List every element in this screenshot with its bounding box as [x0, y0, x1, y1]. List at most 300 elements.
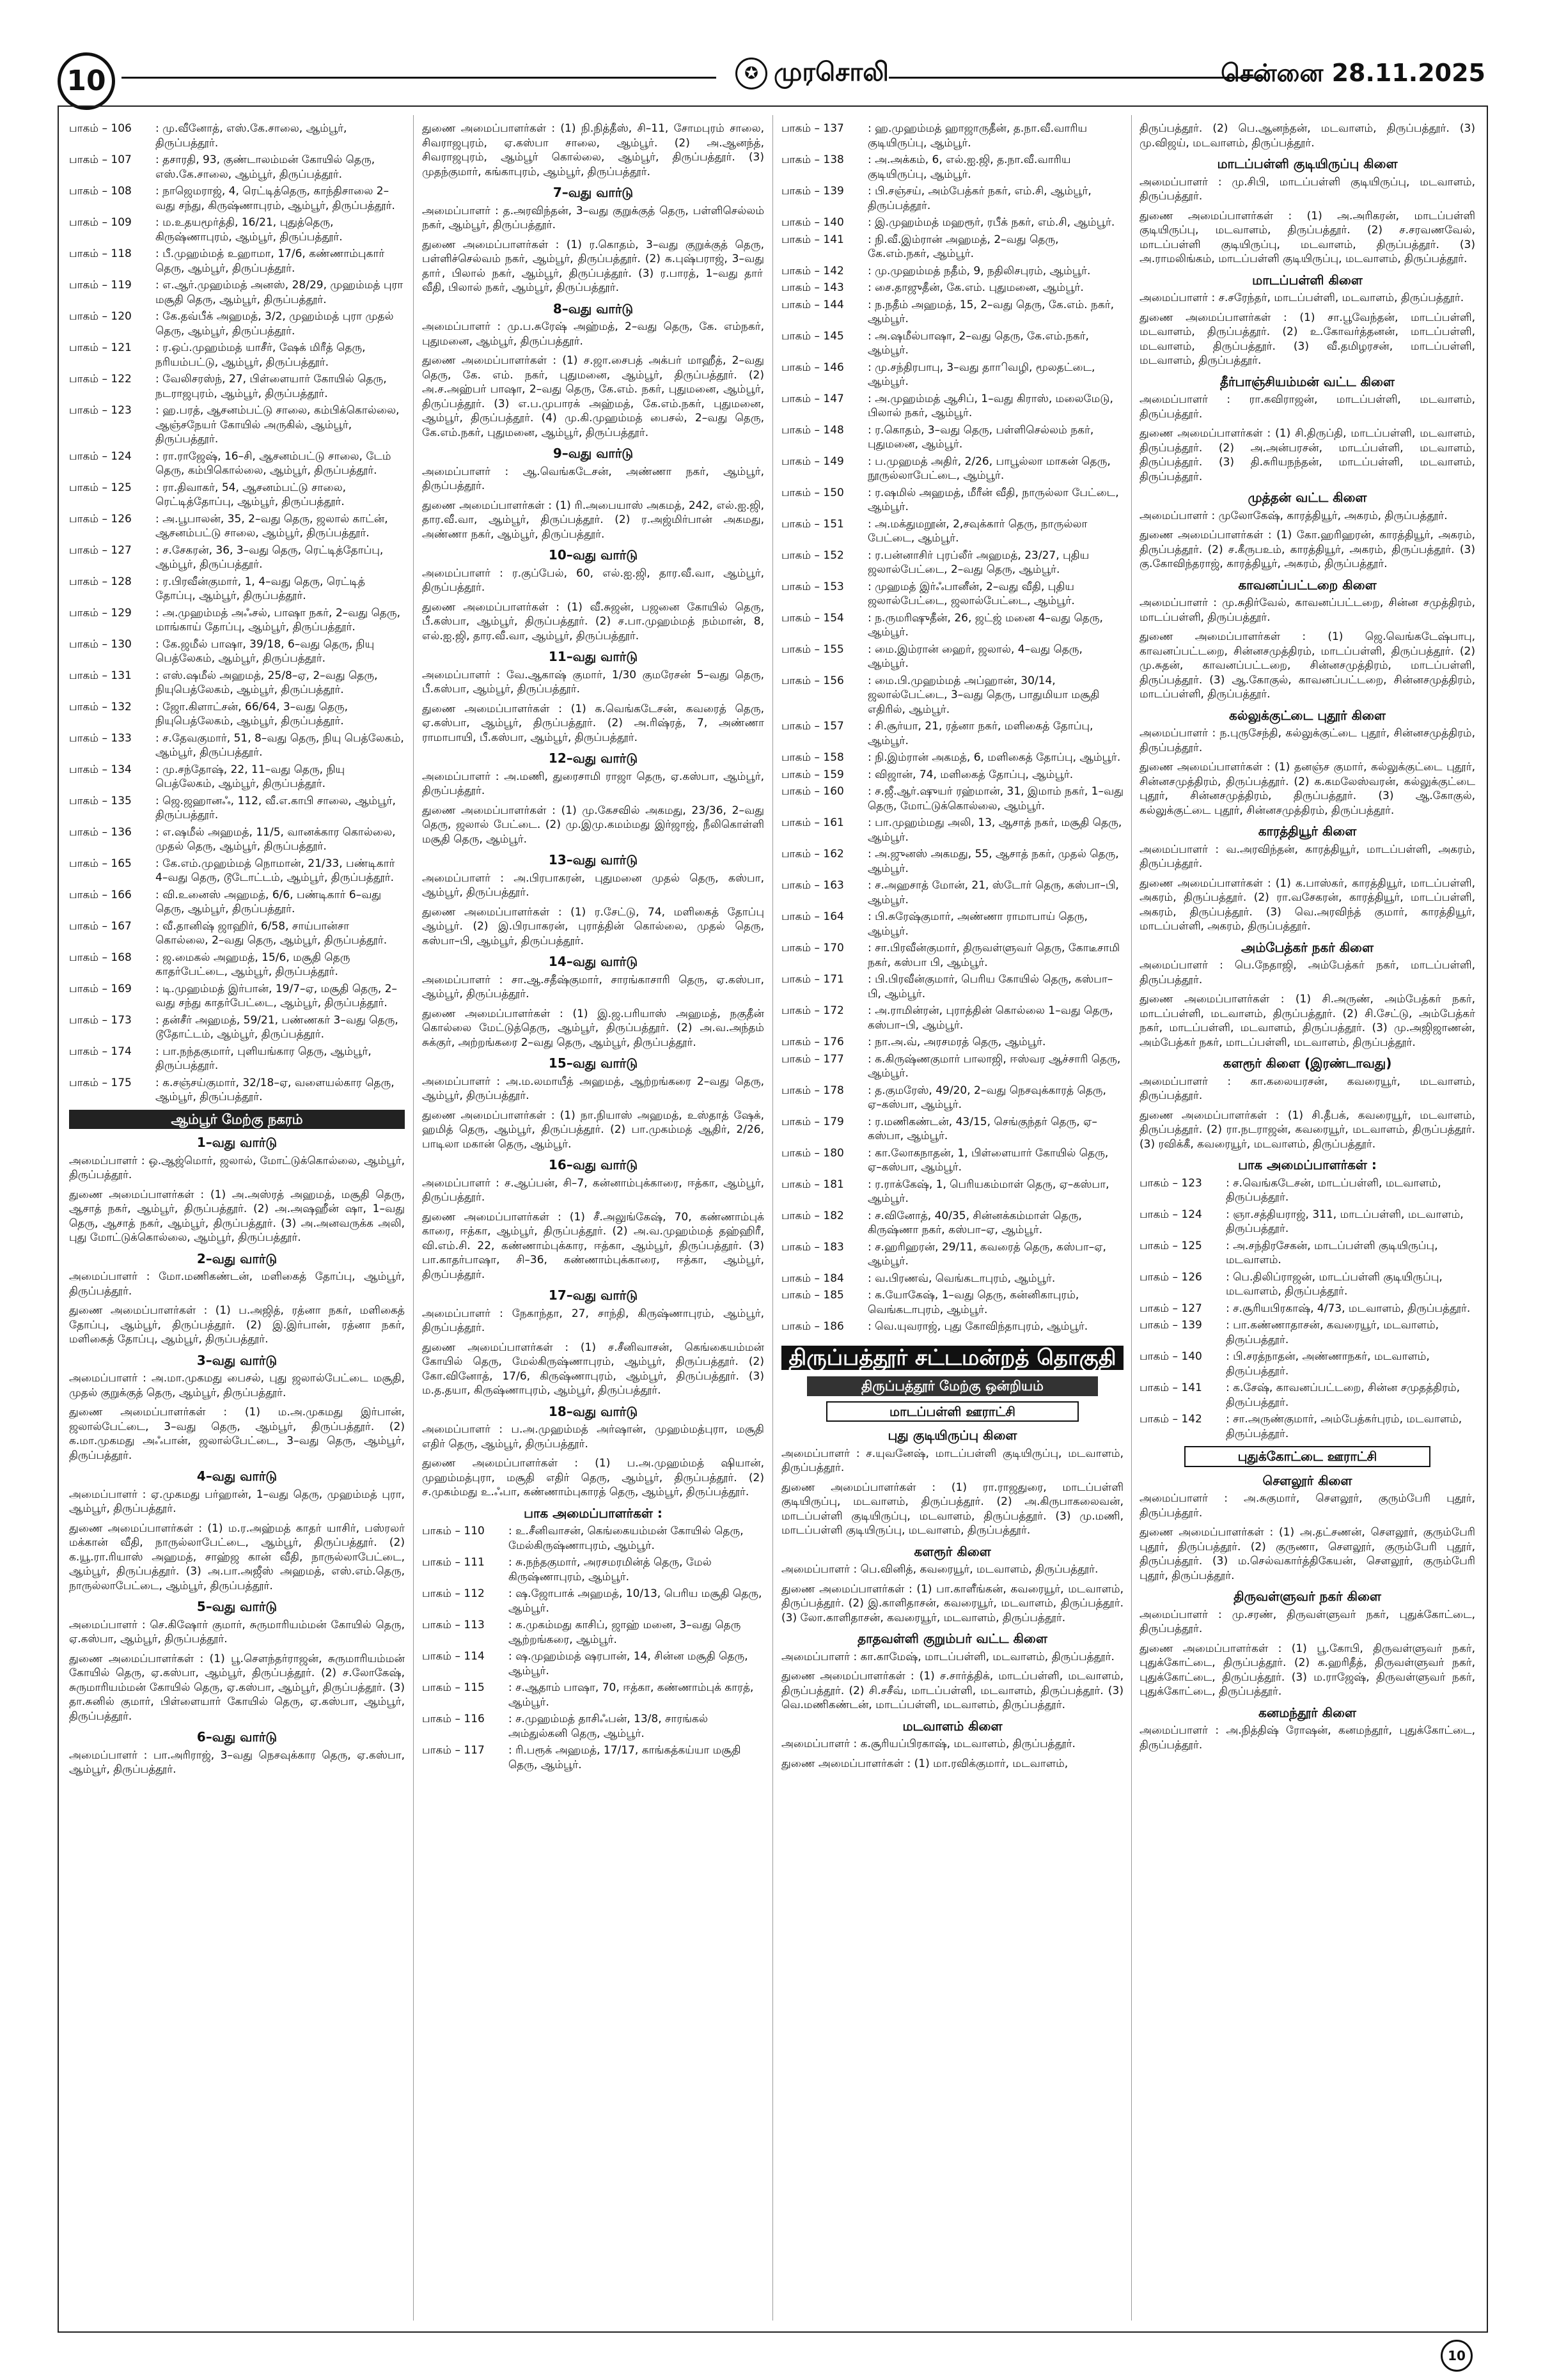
booth-person: : கா.லோகநாதன், 1, பிள்ளையார் கோயில் தெரு, ஏ–கஸ்பா, ஆம்பூர். — [868, 1146, 1109, 1174]
booth-label: பாகம் – 147 — [781, 392, 844, 405]
booth-row — [781, 816, 1124, 844]
booth-person: : நாஜெமராஜ், 4, ரெட்டித்தெரு, காந்திசாலை 2–வது சந்து, கிருஷ்ணாபுரம், ஆம்பூர், திருப்பத்தூர். — [155, 185, 395, 212]
branch-title: களரூர் கிளை — [914, 1543, 991, 1559]
booth-person: : பா.முஹம்மது அலி, 13, ஆசாத் நகர், மசூதி தெரு, ஆம்பூர். — [868, 816, 1122, 844]
booth-row — [781, 1209, 1124, 1238]
booth-label: பாகம் – 146 — [781, 361, 844, 374]
booth-label: பாகம் – 163 — [781, 879, 844, 892]
booth-person: : ஹ.பரத், ஆசனம்பட்டு சாலை, கம்பிக்கொல்லை, ஆஞ்சநேயர் கோயில் அருகில், ஆம்பூர், திருப்பத்தூர். — [155, 404, 400, 446]
booth-row — [69, 215, 405, 244]
branch-title: அம்பேத்கர் நகர் கிளை — [1241, 939, 1374, 955]
booth-label: பாகம் – 157 — [781, 720, 844, 733]
booth-row — [781, 580, 1124, 609]
branch-entry: துணை அமைப்பாளர்கள் : (1) ஜெ.வெங்கடேஷ்பாபு, காவனப்பட்டறை, சின்னசமுத்திரம், மாடப்பள்ளி, திருப்பத்தூர். (2) மு.சுதன், காவனப்பட்டறை, சின்னசமுத்திரம், மாடப்பள்ளி, திருப்பத்தூர். (3) ஆ.கோகுல், காவனப்பட்டறை, சின்னசமுத்திரம், மாடப்பள்ளி, திருப்பத்தூர். — [1140, 630, 1475, 701]
booth-person: : எ.ஆர்.முஹம்மத் அனஸ், 28/29, முஹம்மத் புரா மசூதி தெரு, ஆம்பூர், திருப்பத்தூர். — [155, 279, 403, 306]
branch-entry: அமைப்பாளர் : மு.சுதிர்வேல், காவனப்பட்டறை, சின்ன சமுத்திரம், மாடப்பள்ளி, திருப்பத்தூர். — [1140, 596, 1475, 624]
booth-label: பாகம் – 127 — [1140, 1302, 1202, 1315]
booth-label: பாகம் – 148 — [781, 423, 844, 437]
booth-person: : அ.பூபாலன், 35, 2–வது தெரு, ஜலால் காட்ன், ஆசனம்பட்டு சாலை, ஆம்பூர், திருப்பத்தூர். — [155, 512, 388, 540]
branch-entry: துணை அமைப்பாளர்கள் : (1) அ.அரிகரன், மாடப்பள்ளி குடியிருப்பு, மடவாளம், திருப்பத்தூர். (2) ச.சரவணவேல், மாடப்பள்ளி குடியிருப்பு, மடவாளம், திருப்பத்தூர். (3) அ.ராமலிங்கம், மாடப்பள்ளி குடியிருப்பு, மடவாளம், திருப்பத்தூர். — [1140, 209, 1475, 265]
booth-row — [781, 423, 1124, 452]
booth-label: பாகம் – 141 — [781, 233, 844, 246]
booth-row — [69, 1045, 405, 1073]
booth-label: பாகம் – 139 — [781, 185, 844, 198]
booth-person: : பா.கண்ணாதாசன், கவரையூர், மடவாளம், திருப்பத்தூர். — [1226, 1319, 1439, 1346]
branch-title: காரத்தியூர் கிளை — [1258, 823, 1357, 839]
booth-row — [422, 1712, 764, 1741]
ward-entry: துணை அமைப்பாளர்கள் : (1) ம.அ.முகமது இர்பான், ஜலால்பேட்டை, 3–வது தெரு, ஆம்பூர், திருப்பத்தூர். (2) க.மா.முகமது அஃபான், ஜலால்பேட்டை, 3–வது தெரு, ஆம்பூர், திருப்பத்தூர். — [69, 1406, 405, 1462]
booth-person: : க.சேஷ், காவனப்பட்டறை, சின்ன சமுதத்திரம், திருப்பத்தூர். — [1226, 1381, 1460, 1409]
booth-label: பாகம் – 123 — [1140, 1176, 1202, 1190]
booth-row — [781, 972, 1124, 1001]
booth-person: : சா.பிரவீன்குமார், திருவள்ளுவர் தெரு, கோடீசாமி நகர், கஸ்பா பி, ஆம்பூர். — [868, 942, 1120, 969]
booth-label: பாகம் – 186 — [781, 1320, 844, 1333]
booth-label: பாகம் – 175 — [69, 1076, 132, 1089]
ward-entry: அமைப்பாளர் : மோ.மணிகண்டன், மளிகைத் தோப்பு, ஆம்பூர், திருப்பத்தூர். — [69, 1270, 405, 1298]
booth-label: பாகம் – 179 — [781, 1115, 844, 1128]
branch-entry: துணை அமைப்பாளர்கள் : (1) பா.காளீங்கன், கவரையூர், மடவாளம், திருப்பத்தூர். (2) இ.காளிதாசன், கவரையூர், மடவாளம், திருப்பத்தூர். (3) லோ.காளிதாசன், கவரையூர், மடவாளம், திருப்பத்தூர். — [781, 1582, 1124, 1624]
booth-person: : ந.நதீம் அஹமத், 15, 2–வது தெரு, கே.எம். நகர், ஆம்பூர். — [868, 298, 1114, 325]
booth-label: பாகம் – 142 — [1140, 1413, 1202, 1426]
booth-person: : மு.சந்திரபாபு, 3–வது தாாிவழி, மூலதட்டை, ஆம்பூர். — [868, 361, 1095, 388]
ward-entry: அமைப்பாளர் : வே.ஆகாஷ் குமார், 1/30 குமரேசன் 5–வது தெரு, பீ.கஸ்பா, ஆம்பூர், திருப்பத்தூர். — [422, 668, 764, 696]
booth-person: : க.சஞ்சய்குமார், 32/18–ஏ, வளையல்கார தெரு, ஆம்பூர், திருப்பத்தூர். — [155, 1076, 395, 1103]
booth-label: பாகம் – 115 — [422, 1681, 485, 1694]
booth-row — [781, 847, 1124, 876]
branch-entry: அமைப்பாளர் : மு.சிபி, மாடப்பள்ளி குடியிருப்பு, மடவாளம், திருப்பத்தூர். — [1140, 175, 1475, 203]
booth-person: : கே.தவ்பீக் அஹமத், 3/2, முஹம்மத் புரா முதல் தெரு, ஆம்பூர், திருப்பத்தூர். — [155, 310, 394, 338]
booth-label: பாகம் – 169 — [69, 982, 132, 995]
booth-person: : வ.பிரணவ், வெங்கடாபுரம், ஆம்பூர். — [868, 1272, 1056, 1285]
branch-entry: துணை அமைப்பாளர்கள் : (1) க.பாஸ்கர், காரத்தியூர், மாடப்பள்ளி, அகரம், திருப்பத்தூர். (2) ரா.வசேகரன், காரத்தியூர், மாடப்பள்ளி, அகரம், திருப்பத்தூர். (3) வெ.அரவிந்த் குமார், காரத்தியூர், மாடப்பள்ளி, அகரம், திருப்பத்தூர். — [1140, 876, 1475, 933]
branch-title: மடவாளம் கிளை — [902, 1718, 1003, 1734]
booth-row — [422, 1743, 764, 1772]
ward-entry: அமைப்பாளர் : அ.பிரபாகரன், புதுமனை முதல் தெரு, கஸ்பா, ஆம்பூர், திருப்பத்தூர். — [422, 871, 764, 899]
booth-label: பாகம் – 118 — [69, 247, 132, 260]
booth-label: பாகம் – 116 — [422, 1713, 485, 1725]
booth-row — [781, 517, 1124, 546]
booth-label: பாகம் – 132 — [69, 700, 132, 713]
booth-person: : வி.உனைஸ் அஹமத், 6/6, பண்டிகார் 6–வது தெரு, ஆம்பூர், திருப்பத்தூர். — [155, 888, 382, 915]
ward-title: 14–வது வார்டு — [548, 954, 638, 969]
booth-label: பாகம் – 152 — [781, 548, 844, 562]
ward-entry: அமைப்பாளர் : சா.ஆ.சதீஷ்குமார், சாரங்காசாரி தெரு, ஏ.கஸ்பா, ஆம்பூர், திருப்பத்தூர். — [422, 973, 764, 1000]
branch-title: தீர்பாஞ்சியம்மன் வட்ட கிளை — [1220, 373, 1395, 389]
booth-person: : அ.முஹம்மத் ஆசிப், 1–வது கிராஸ், மலைமேடு, பிலால் நகர், ஆம்பூர். — [868, 392, 1113, 419]
booth-person: : ச.முஹம்மத் தாசிஃபன், 13/8, சாரங்கல் அம்துல்கனி தெரு, ஆம்பூர். — [508, 1713, 708, 1740]
ward-entry: துணை அமைப்பாளர்கள் : (1) அ.அஸ்ரத் அஹமத், மசூதி தெரு, ஆசாத் நகர், ஆம்பூர், திருப்பத்தூர். (2) அ.அஷஹீன் ஷா, 1–வது தெரு, ஆசாத் நகர், ஆம்பூர், திருப்பத்தூர். (3) அ.அனவருக்க அலி, புது மோட்டுக்கொல்லை, ஆம்பூர், திருப்பத்தூர். — [69, 1188, 405, 1244]
branch-entry: துணை அமைப்பாளர்கள் : (1) ரா.ராஜதுரை, மாடப்பள்ளி குடியிருப்பு, மடவாளம், திருப்பத்தூர். (2) அ.கிருபாகலைவன், மாடப்பள்ளி குடியிருப்பு, மடவாளம், திருப்பத்தூர். (3) மு.மணி, மாடப்பள்ளி குடியிருப்பு, மடவாளம், திருப்பத்தூர். — [781, 1481, 1124, 1537]
booth-row — [422, 1524, 764, 1553]
booth-label: பாகம் – 155 — [781, 642, 844, 656]
booth-row — [69, 153, 405, 182]
booth-label: பாகம் – 125 — [69, 481, 132, 494]
booth-row — [781, 548, 1124, 577]
booth-person: : ச.ஆதாம் பாஷா, 70, ஈத்கா, கண்ணாம்புக் காரத், ஆம்பூர். — [508, 1681, 754, 1709]
booth-label: பாகம் – 153 — [781, 580, 844, 593]
panchayat-header: புதுக்கோட்டை ஊராட்சி — [1184, 1446, 1430, 1467]
ward-entry: துணை அமைப்பாளர்கள் : (1) ர.சேட்டு, 74, மளிகைத் தோப்பு ஆம்பூர். (2) இ.பிரபாகரன், புராத்தின் கொல்லை, முதல் தெரு, கஸ்பா–பி, ஆம்பூர், திருப்பத்தூர். — [422, 905, 764, 947]
booth-person: : எஸ்.ஷமீல் அஹமத், 25/8–ஏ, 2–வது தெரு, நியுபெத்லேகம், ஆம்பூர், திருப்பத்தூர். — [155, 669, 378, 696]
booth-person: : மு.வீனோத், எஸ்.கே.சாலை, ஆம்பூர், திருப்பத்தூர். — [155, 122, 347, 150]
booth-person: : நி.வீ.இம்ரான் அஹமத், 2–வது தெரு, கே.எம்.நகர், ஆம்பூர். — [868, 233, 1059, 260]
booth-row — [1140, 1208, 1475, 1236]
booth-label: பாகம் – 139 — [1140, 1319, 1202, 1332]
ward-entry: துணை அமைப்பாளர்கள் : (1) நா.நியாஸ் அஹமத், உஸ்தாத் ஷேக், ஹமித் தெரு, ஆம்பூர், திருப்பத்தூர். (2) பா.முகம்மத் ஆதிர், 2/26, பாடிலா மகான் தெரு, ஆம்பூர். — [422, 1108, 764, 1151]
ward-title: 8–வது வார்டு — [552, 300, 634, 316]
city-date: சென்னை 28.11.2025 — [1221, 59, 1485, 87]
booth-row — [69, 278, 405, 307]
column-divider — [413, 115, 414, 2321]
booth-row — [69, 372, 405, 401]
booth-row — [781, 392, 1124, 421]
booth-row — [781, 233, 1124, 261]
ward-title: 16–வது வார்டு — [548, 1157, 638, 1172]
booth-row — [781, 121, 1124, 150]
booth-label: பாகம் – 119 — [69, 279, 132, 292]
booth-label: பாகம் – 136 — [69, 825, 132, 839]
booth-label: பாகம் – 166 — [69, 888, 132, 901]
column-4 — [1140, 121, 1475, 2321]
continued-text: திருப்பத்தூர். (2) பெ.ஆனந்தன், மடவாளம், திருப்பத்தூர். (3) மு.விஜய், மடவாளம், திருப்பத்தூர். — [1140, 122, 1475, 150]
ward-title: 5–வது வார்டு — [196, 1599, 278, 1614]
booth-label: பாகம் – 164 — [781, 910, 844, 923]
booth-label: பாகம் – 180 — [781, 1146, 844, 1160]
booth-label: பாகம் – 137 — [781, 122, 844, 135]
branch-entry: அமைப்பாளர் : மு.சரண், திருவள்ளுவர் நகர், புதுக்கோட்டை, திருப்பத்தூர். — [1140, 1608, 1475, 1635]
booth-label: பாகம் – 156 — [781, 674, 844, 687]
booth-person: : மை.இம்ரான் ஹைர், ஜலால், 4–வது தெரு, ஆம்பூர். — [868, 642, 1083, 670]
ward-entry: துணை அமைப்பாளர்கள் : (1) ம.ர.அஹ்மத் காதர் யாசிர், பஸ்ரலர் மக்கான் வீதி, நாருல்லாபேட்டை, ஆம்பூர், திருப்பத்தூர். (2) க.யூ.ரா.ரியாஸ் அஹமத், சாஹ்ஜ கான் வீதி, நாருல்லாபேட்டை, ஆம்பூர், திருப்பத்தூர். (3) அ.பா.அஜீஸ் அஹமத், எஸ்.எம்.தெரு, நாருல்லாபேட்டை, ஆம்பூர், திருப்பத்தூர். — [69, 1521, 405, 1592]
booth-label: பாகம் – 125 — [1140, 1239, 1202, 1252]
branch-entry: துணை அமைப்பாளர்கள் : (1) அ.தட்சணன், சௌலூர், குரும்பேரி புதூர், திருப்பத்தூர். (2) குருணா, சௌலூர், குரும்பேரி புதூர், திருப்பத்தூர். (3) ம.செல்வகார்த்திகேயன், சௌலூர், குரும்பேரி புதூர், திருப்பத்தூர். — [1140, 1526, 1475, 1582]
ward-entry: துணை அமைப்பாளர்கள் : (1) ப.அஜித், ரத்னா நகர், மளிகைத் தோப்பு, ஆம்பூர், திருப்பத்தூர். (2) இ.இர்பான், ரத்னா நகர், மளிகைத் தோப்பு, ஆம்பூர், திருப்பத்தூர். — [69, 1304, 405, 1346]
booth-person: : வெ.யுவராஜ், புது கோவிந்தாபுரம், ஆம்பூர். — [868, 1320, 1088, 1333]
booth-row — [69, 543, 405, 572]
booth-label: பாகம் – 123 — [69, 404, 132, 417]
booth-label: பாகம் – 122 — [69, 373, 132, 385]
ward-entry: துணை அமைப்பாளர்கள் : (1) ச.சீனிவாசன், கெங்கையம்மன் கோயில் தெரு, மேல்கிருஷ்ணாபுரம், ஆம்பூர், திருப்பத்தூர். (2) கோ.வினோத், 17/6, கிருஷ்ணாபுரம், ஆம்பூர், திருப்பத்தூர். (3) ம.த.தயா, கிருஷ்ணாபுரம், ஆம்பூர், திருப்பத்தூர். — [422, 1341, 764, 1397]
booth-person: : வேலிசரஸ்ந், 27, பிள்ளையார் கோயில் தெரு, நடராஜபுரம், ஆம்பூர், திருப்பத்தூர். — [155, 373, 387, 400]
booth-row — [69, 606, 405, 635]
footer-page-number: 10 — [1441, 2340, 1473, 2372]
masthead-title: முரசொலி — [774, 58, 889, 87]
booth-row — [781, 878, 1124, 907]
branch-entry: துணை அமைப்பாளர்கள் : (1) சி.அருண், அம்பேத்கர் நகர், மாடப்பள்ளி, மடவாளம், திருப்பத்தூர். (2) சி.சேட்டு, அம்பேத்கர் நகர், மாடப்பள்ளி, மடவாளம், திருப்பத்தூர். (3) மு.அஜிஜாணன், அம்பேத்கர் நகர், மாடப்பள்ளி, மடவாளம், திருப்பத்தூர். — [1140, 993, 1475, 1049]
booth-person: : அ.மக்துமறூன், 2,சவுக்கார் தெரு, நாருல்லா பேட்டை, ஆம்பூர். — [868, 517, 1088, 545]
booth-row — [69, 449, 405, 478]
booth-row — [781, 910, 1124, 938]
booth-person: : பெ.திலிப்ராஜன், மாடப்பள்ளி குடியிருப்பு, மடவாளம், திருப்பத்தூர். — [1226, 1270, 1443, 1298]
booth-label: பாகம் – 185 — [781, 1289, 844, 1302]
ward-entry: துணை அமைப்பாளர்கள் : (1) மு.கேசவில் அகமது, 23/36, 2–வது தெரு, ஜலால் பேட்டை. (2) மு.இமு.கமம்மது இர்ஜாஜ், நீலிகொள்ளி மசூதி தெரு, ஆம்பூர். — [422, 804, 764, 846]
booth-person: : ச.ஹரிஹரன், 29/11, கவரைத் தெரு, கஸ்பா–ஏ, ஆம்பூர். — [868, 1240, 1106, 1268]
booth-person: : சு.நந்தகுமார், அரசமரமின்த் தெரு, மேல் கிருஷ்ணாபுரம், ஆம்பூர். — [508, 1556, 712, 1583]
booth-label: பாகம் – 124 — [1140, 1208, 1202, 1221]
booth-person: : ம.உதயமூர்த்தி, 16/21, புதுத்தெரு, கிருஷ்ணாபுரம், ஆம்பூர், திருப்பத்தூர். — [155, 216, 343, 244]
booth-label: பாகம் – 128 — [69, 575, 132, 588]
booth-person: : ஜ.மைகல் அஹமத், 15/6, மசூதி தெரு காதர்பேட்டை, ஆம்பூர், திருப்பத்தூர். — [155, 951, 350, 978]
booth-person: : ர.மணிகண்டன், 43/15, செங்குந்தர் தெரு, ஏ–கஸ்பா, ஆம்பூர். — [868, 1115, 1097, 1142]
booth-label: பாகம் – 174 — [69, 1045, 132, 1058]
ward-entry: அமைப்பாளர் : மு.ப.சுரேஷ் அஹ்மத், 2–வது தெரு, கே. எம்நகர், புதுமனை, ஆம்பூர், திருப்பத்தூர். — [422, 320, 764, 348]
booth-person: : சா.அருண்குமார், அம்பேத்கர்புரம், மடவாளம், திருப்பத்தூர். — [1226, 1413, 1462, 1440]
branch-entry: துணை அமைப்பாளர்கள் : (1) ச.சார்த்திக், மாடப்பள்ளி, மடவாளம், திருப்பத்தூர். (2) சி.சசீவ், மாடப்பள்ளி, மடவாளம், திருப்பத்தூர். (3) வெ.மணிகண்டன், மாடப்பள்ளி, மடவாளம், திருப்பத்தூர். — [781, 1670, 1124, 1711]
branch-title: புது குடியிருப்பு கிளை — [888, 1427, 1017, 1443]
booth-label: பாகம் – 160 — [781, 785, 844, 798]
booth-row — [69, 888, 405, 917]
ward-title: 3–வது வார்டு — [196, 1352, 278, 1368]
booth-label: பாகம் – 178 — [781, 1084, 844, 1097]
branch-entry: துணை அமைப்பாளர்கள் : (1) மா.ரவிக்குமார், மடவாளம், — [781, 1757, 1069, 1770]
masthead-logo-icon: ✪ — [735, 58, 767, 89]
booth-row — [69, 481, 405, 509]
ward-title: 18–வது வார்டு — [548, 1403, 638, 1419]
booth-person: : பா.நந்தகுமார், புளியங்கார தெரு, ஆம்பூர், திருப்பத்தூர். — [155, 1045, 372, 1072]
booth-label: பாகம் – 113 — [422, 1619, 485, 1631]
column-3 — [781, 121, 1124, 2321]
ward-entry: துணை அமைப்பாளர்கள் : (1) நி.நித்தீஸ், சி–11, சோமபுரம் சாலை, சிவராஜபுரம், ஏ.கஸ்பா சாலை, ஆம்பூர். (2) அ.ஆனந்த், சிவராஜபுரம், ஆம்பூர் கொல்லை, ஆம்பூர், திருப்பத்தூர். (3) முதந்குமார், கங்காபுரம், ஆம்பூர், திருப்பத்தூர். — [422, 122, 764, 178]
booth-row — [69, 309, 405, 338]
booth-person: : ஞா.சத்தியராஜ், 311, மாடப்பள்ளி, மடவாளம், திருப்பத்தூர். — [1226, 1208, 1464, 1235]
booth-row — [781, 361, 1124, 389]
booth-label: பாகம் – 138 — [781, 153, 844, 166]
booth-row — [69, 669, 405, 697]
ward-entry: அமைப்பாளர் : பா.அரிராஜ், 3–வது நெசவுக்கார தெரு, ஏ.கஸ்பா, ஆம்பூர், திருப்பத்தூர். — [69, 1748, 405, 1776]
booth-row — [1140, 1239, 1475, 1268]
booth-label: பாகம் – 135 — [69, 794, 132, 807]
booth-person: : ஜோ.கிளாட்சன், 66/64, 3–வது தெரு, நியுபெத்லேகம், ஆம்பூர், திருப்பத்தூர். — [155, 700, 349, 727]
booth-row — [781, 455, 1124, 483]
booth-person: : அ.அக்கம், 6, எல்.ஐ.ஜி, த.நா.வீ.வாரிய குடியிருப்பு, ஆம்பூர். — [868, 153, 1071, 181]
ward-entry: அமைப்பாளர் : ப.அ.முஹம்மத் அர்ஷான், முஹம்மத்புரா, மசூதி எதிர் தெரு, ஆம்பூர், திருப்பத்தூர். — [422, 1423, 764, 1451]
booth-row — [69, 637, 405, 666]
booth-row — [1140, 1412, 1475, 1441]
booth-row — [1140, 1349, 1475, 1378]
branch-entry: அமைப்பாளர் : கா.கலையரசன், கவரையூர், மடவாளம், திருப்பத்தூர். — [1140, 1075, 1475, 1102]
booth-person: : ச.தேவகுமார், 51, 8–வது தெரு, நியு பெத்லேகம், ஆம்பூர், திருப்பத்தூர். — [155, 731, 404, 759]
booth-person: : சை.தாஜுதீன், கே.எம். புதுமனை, ஆம்பூர். — [868, 281, 1084, 294]
booth-row — [781, 1052, 1124, 1081]
booth-person: : க.முகம்மது காசிப், ஜாஹ் மனை, 3–வது தெரு ஆற்றங்கரை, ஆம்பூர். — [508, 1619, 741, 1646]
booth-label: பாகம் – 121 — [69, 341, 132, 354]
booth-row — [781, 1319, 1124, 1334]
booth-person: : ர.ஷமில் அஹமத், மீரீன் வீதி, நாருல்லா பேட்டை, ஆம்பூர். — [868, 486, 1119, 513]
booth-label: பாகம் – 162 — [781, 848, 844, 860]
branch-entry: துணை அமைப்பாளர்கள் : (1) சி.தீபக், கவரையூர், மடவாளம், திருப்பத்தூர். (2) ரா.நடராஜன், கவரையூர், மடவாளம், திருப்பத்தூர். (3) ரவிக்கீ, கவரையூர், மடவாளம், திருப்பத்தூர். — [1140, 1108, 1475, 1151]
booth-label: பாகம் – 124 — [69, 449, 132, 463]
booth-person: : அ.ராமின்ரன், புராத்தின் கொல்லை 1–வது தெரு, கஸ்பா–பி, ஆம்பூர். — [868, 1004, 1113, 1032]
booth-row — [69, 121, 405, 150]
booth-row — [781, 1115, 1124, 1144]
ward-entry: அமைப்பாளர் : நேகாந்தா, 27, சாந்தி, கிருஷ்ணாபுரம், ஆம்பூர், திருப்பத்தூர். — [422, 1307, 764, 1334]
ward-title: 6–வது வார்டு — [196, 1729, 278, 1745]
ward-title: 9–வது வார்டு — [552, 446, 634, 461]
booth-row — [422, 1649, 764, 1678]
booth-row — [1140, 1381, 1475, 1410]
booth-label: பாகம் – 120 — [69, 310, 132, 323]
booth-person: : அ.ஷமீல்பாஷா, 2–வது தெரு, கே.எம்.நகர், ஆம்பூர். — [868, 329, 1089, 357]
ward-entry: அமைப்பாளர் : த.அரவிந்தன், 3–வது குறுக்குத் தெரு, பள்ளிசெல்லம் நகர், ஆம்பூர், திருப்பத்தூர். — [422, 204, 764, 231]
ward-entry: அமைப்பாளர் : அ.ம.லமாயீத் அஹமத், ஆற்றங்கரை 2–வது தெரு, ஆம்பூர், திருப்பத்தூர். — [422, 1075, 764, 1102]
column-divider — [772, 115, 773, 2321]
booth-label: பாகம் – 129 — [69, 606, 132, 619]
booth-person: : ச.ஜீ.ஆர்.ஷுயர் ரஹ்மான், 31, இமாம் நகர், 1–வது தெரு, மோட்டுக்கொல்லை, ஆம்பூர். — [868, 785, 1124, 813]
branch-title: கனமந்தூர் கிளை — [1258, 1704, 1356, 1720]
booth-person: : க.யோகேஷ், 1–வது தெரு, கன்னிகாபுரம், வெங்கடாபுரம், ஆம்பூர். — [868, 1289, 1079, 1316]
ward-entry: துணை அமைப்பாளர்கள் : (1) ப.அ.முஹம்மத் ஷியான், முஹம்மத்புரா, மசூதி எதிர் தெரு, ஆம்பூர், திருப்பத்தூர். (2) ச.முகம்மது உ.ஃபா, கண்ணாம்புகாரத் தெரு, ஆம்பூர், திருப்பத்தூர். — [422, 1457, 764, 1498]
ward-title: 10–வது வார்டு — [548, 547, 638, 563]
branch-entry: அமைப்பாளர் : முலோகேஷ், காரத்தியூர், அகரம், திருப்பத்தூர். — [1140, 509, 1448, 522]
booth-label: பாகம் – 154 — [781, 611, 844, 625]
booth-person: : அ.சந்திரசேகன், மாடப்பள்ளி குடியிருப்பு, மடவாளம். — [1226, 1239, 1438, 1266]
ward-entry: அமைப்பாளர் : செ.கிஷோர் குமார், சுருமாரியம்மன் கோயில் தெரு, ஏ.கஸ்பா, ஆம்பூர், திருப்பத்தூர். — [69, 1618, 405, 1645]
booth-row — [781, 298, 1124, 327]
booth-label: பாகம் – 140 — [1140, 1350, 1202, 1363]
branch-title: திருவள்ளுவர் நகர் கிளை — [1234, 1589, 1381, 1604]
booth-person: : மு.முஹம்மத் நதீம், 9, நதிலிசபுரம், ஆம்பூர். — [868, 264, 1091, 277]
branch-entry: துணை அமைப்பாளர்கள் : (1) கோ.ஹரிஹரன், காரத்தியூர், அகரம், திருப்பத்தூர். (2) ச.கீருபஉம், காரத்தியூர், அகரம், திருப்பத்தூர். (3) கு.கோவிந்தராஜ், காரத்தியூர், அகரம், திருப்பத்தூர். — [1140, 529, 1475, 570]
ward-title: 7–வது வார்டு — [552, 185, 634, 200]
booth-row — [69, 247, 405, 276]
booth-row — [422, 1681, 764, 1709]
section-header: ஆம்பூர் மேற்கு நகரம் — [69, 1110, 405, 1130]
booth-row — [781, 329, 1124, 358]
ward-entry: அமைப்பாளர் : ர.குப்பேல், 60, எல்.ஐ.ஜி, தார.வீ.வா, ஆம்பூர், திருப்பத்தூர். — [422, 566, 764, 594]
booth-label: பாகம் – 184 — [781, 1272, 844, 1285]
ward-title: 2–வது வார்டு — [196, 1250, 278, 1266]
branch-entry: துணை அமைப்பாளர்கள் : (1) சி.திருப்தி, மாடப்பள்ளி, மடவாளம், திருப்பத்தூர். (2) அ.அன்பரசன், மாடப்பள்ளி, மடவாளம், திருப்பத்தூர். (3) தி.சுரியநந்தன், மாடப்பள்ளி, மடவாளம், திருப்பத்தூர். — [1140, 427, 1475, 483]
booth-person: : கே.எம்.முஹம்மத் நொமான், 21/33, பண்டிகார் 4–வது தெரு, டூடோட்டம், ஆம்பூர், திருப்பத்தூர். — [155, 857, 395, 884]
booth-person: : மை.பி.முஹம்மத் அப்ஹான், 30/14, ஜலால்பேட்டை, 3–வது தெரு, பாதுமியா மசூதி எதிரில், ஆம்பூர். — [868, 674, 1100, 716]
header-rule-left — [121, 77, 716, 79]
branch-title: கல்லுக்குட்டை புதூர் கிளை — [1229, 707, 1386, 723]
ward-entry: அமைப்பாளர் : ஏ.முகமது பர்ஹான், 1–வது தெரு, முஹம்மத் புரா, ஆம்பூர், திருப்பத்தூர். — [69, 1488, 405, 1515]
booth-row — [69, 982, 405, 1011]
booth-person: : ச.சேகரன், 36, 3–வது தெரு, ரெட்டித்தோப்பு, ஆம்பூர், திருப்பத்தூர். — [155, 543, 384, 571]
booth-person: : சி.சூர்யா, 21, ரத்னா நகர், மளிகைத் தோப்பு, ஆம்பூர். — [868, 720, 1093, 747]
booth-label: பாகம் – 134 — [69, 763, 132, 776]
ward-entry: துணை அமைப்பாளர்கள் : (1) பூ.சௌந்தர்ராஜன், சுருமாரியம்மன் கோயில் தெரு, ஏ.கஸ்பா, ஆம்பூர், திருப்பத்தூர். (2) ச.லோகேஷ், சுருமாரியம்மன் கோயில் தெரு, ஏ.கஸ்பா, ஆம்பூர், திருப்பத்தூர். (3) தா.சுனில் குமார், பிள்ளையார் கோயில் தெரு, ஏ.கஸ்பா, ஆம்பூர், திருப்பத்தூர். — [69, 1652, 405, 1723]
ward-entry: அமைப்பாளர் : ச.ஆப்பன், சி–7, கன்னாம்புக்காரை, ஈத்கா, ஆம்பூர், திருப்பத்தூர். — [422, 1176, 764, 1204]
booth-person: : ர.கொதம், 3–வது தெரு, பள்ளிசெல்லம் நகர், புதுமனை, ஆம்பூர். — [868, 423, 1094, 451]
branch-entry: அமைப்பாளர் : ந.புருசேந்தி, கல்லுக்குட்டை புதூர், சின்னசமுத்திரம், திருப்பத்தூர். — [1140, 727, 1475, 754]
booth-row — [781, 215, 1124, 230]
booth-person: : ச.வெங்கடேசன், மாடப்பள்ளி, மடவாளம், திருப்பத்தூர். — [1226, 1176, 1441, 1204]
booth-row — [781, 486, 1124, 515]
column-divider — [1131, 115, 1132, 2321]
booth-row — [69, 731, 405, 760]
booth-header: பாக அமைப்பாளர்கள் : — [524, 1505, 662, 1521]
booth-person: : அ.ஜுனஸ் அகமது, 55, ஆசாத் நகர், முதல் தெரு, ஆம்பூர். — [868, 848, 1119, 875]
booth-label: பாகம் – 151 — [781, 517, 844, 531]
ward-title: 12–வது வார்டு — [548, 751, 638, 766]
branch-entry: அமைப்பாளர் : அ.நித்திஷ் ரோஷன், கனமந்தூர், புதுக்கோட்டை, திருப்பத்தூர். — [1140, 1724, 1475, 1752]
booth-row — [69, 951, 405, 979]
booth-label: பாகம் – 130 — [69, 637, 132, 651]
booth-label: பாகம் – 133 — [69, 731, 132, 745]
booth-person: : உ.சீனிவாசன், கெங்கையம்மன் கோயில் தெரு, மேல்கிருஷ்ணாபுரம், ஆம்பூர். — [508, 1525, 744, 1552]
ward-entry: அமைப்பாளர் : ஒ.ஆஜ்மொர், ஜலால், மோட்டுக்கொல்லை, ஆம்பூர், திருப்பத்தூர். — [69, 1154, 405, 1181]
booth-row — [781, 1288, 1124, 1317]
booth-row — [1140, 1318, 1475, 1347]
booth-label: பாகம் – 143 — [781, 281, 844, 294]
booth-row — [781, 184, 1124, 213]
booth-row — [1140, 1176, 1475, 1205]
column-1 — [69, 121, 405, 2321]
booth-label: பாகம் – 111 — [422, 1556, 485, 1569]
branch-entry: துணை அமைப்பாளர்கள் : (1) தனஞ்ச குமார், கல்லுக்குட்டை புதூர், சின்னசமுத்திரம், திருப்பத்தூர். (2) க.கமலேஸ்வரன், கல்லுக்குட்டை புதூர், சின்னசமுத்திரம், திருப்பத்தூர். (3) ஆ.கோகுல், கல்லுக்குட்டை புதூர், சின்னசமுத்திரம், திருப்பத்தூர். — [1140, 761, 1475, 817]
ward-title: 17–வது வார்டு — [548, 1287, 638, 1303]
booth-row — [781, 674, 1124, 717]
masthead — [735, 58, 889, 90]
booth-row — [781, 611, 1124, 640]
booth-person: : பி.பிரவீன்குமார், பெரிய கோயில் தெரு, கஸ்பா–பி, ஆம்பூர். — [868, 973, 1113, 1000]
booth-label: பாகம் – 165 — [69, 857, 132, 870]
booth-row — [781, 1084, 1124, 1112]
booth-label: பாகம் – 145 — [781, 329, 844, 343]
booth-person: : தன்சீர் அஹமத், 59/21, பண்ணகர் 3–வது தெரு, டூதோட்டம், ஆம்பூர், திருப்பத்தூர். — [155, 1013, 398, 1041]
booth-person: : ரா.திவாகர், 54, ஆசனம்பட்டு சாலை, ரெட்டித்தோப்பு, ஆம்பூர், திருப்பத்தூர். — [155, 481, 347, 508]
booth-person: : ஹ.முஹம்மத் ஹாஜாருதீன், த.நா.வீ.வாரிய குடியிருப்பு, ஆம்பூர். — [868, 122, 1088, 150]
booth-person: : ர.ராக்கேஷ், 1, பெரியகம்மாள் தெரு, ஏ–கஸ்பா, ஆம்பூர். — [868, 1178, 1109, 1205]
booth-person: : இ.முஹம்மத் மஹரூர், ரபீக் நகர், எம்.சி, ஆம்பூர். — [868, 216, 1115, 229]
booth-person: : அ.முஹம்மத் அஃசல், பாஷா நகர், 2–வது தெரு, மாங்காய் தோப்பு, ஆம்பூர், திருப்பத்தூர். — [155, 606, 401, 634]
booth-row — [69, 575, 405, 603]
ward-entry: துணை அமைப்பாளர்கள் : (1) சீ.அலுங்கேஷ், 70, கண்ணாம்புக் காரை, ஈத்கா, ஆம்பூர், திருப்பத்தூர். (2) அ.வ.முஹம்மத் தஹ்ஹிரீ, வி.எம்.சி. 22, கண்ணாம்புக்கார, ஈத்கா, ஆம்பூர், திருப்பத்தூர். (3) பா.காதர்பாஷா, சி–36, கண்ணாம்புக்காரை, ஈத்கா, ஆம்பூர், திருப்பத்தூர். — [422, 1210, 764, 1281]
ward-title: 1–வது வார்டு — [196, 1135, 278, 1150]
booth-person: : ச.சூரியபிரகாஷ், 4/73, மடவாளம், திருப்பத்தூர். — [1226, 1302, 1471, 1315]
booth-label: பாகம் – 182 — [781, 1209, 844, 1222]
booth-label: பாகம் – 131 — [69, 669, 132, 682]
booth-person: : த.குமரேஸ், 49/20, 2–வது நெசவுக்காரத் தெரு, ஏ–கஸ்பா, ஆம்பூர். — [868, 1084, 1106, 1111]
branch-entry: துணை அமைப்பாளர்கள் : (1) பூ.கோபி, திருவள்ளுவர் நகர், புதுக்கோட்டை, திருப்பத்தூர். (2) க.ஹரிதீத், திருவள்ளுவர் நகர், புதுக்கோட்டை, திருப்பத்தூர். (3) ம.ராஜேஷ், திருவள்ளுவர் நகர், புதுக்கோட்டை, திருப்பத்தூர். — [1140, 1642, 1475, 1698]
booth-person: : பி.சரத்நாதன், அண்ணாநகர், மடவாளம், திருப்பத்தூர். — [1226, 1350, 1430, 1378]
constituency-header: திருப்பத்தூர் சட்டமன்றத் தொகுதி — [781, 1346, 1124, 1371]
booth-label: பாகம் – 109 — [69, 216, 132, 229]
booth-row — [781, 281, 1124, 295]
booth-person: : ர.பன்னாசிர் புரப்லீர் அஹமத், 23/27, புதிய ஜலால்பேட்டை, 2–வது தெரு, ஆம்பூர். — [868, 548, 1090, 576]
branch-entry: அமைப்பாளர் : ச.சரேந்தர், மாடப்பள்ளி, மடவாளம், திருப்பத்தூர். — [1140, 292, 1464, 304]
booth-label: பாகம் – 126 — [69, 512, 132, 525]
booth-person: : எ.ஷமீல் அஹமத், 11/5, வானக்கார கொல்லை, முதல் தெரு, ஆம்பூர், திருப்பத்தூர். — [155, 825, 396, 853]
booth-row — [781, 264, 1124, 279]
booth-person: : ச.அஹசாத் மோன், 21, ஸ்டோர் தெரு, கஸ்பா–பி, ஆம்பூர். — [868, 879, 1119, 906]
booth-row — [69, 184, 405, 213]
booth-label: பாகம் – 114 — [422, 1650, 485, 1663]
branch-entry: அமைப்பாளர் : அ.சுகுமார், சௌலூர், குரும்பேரி புதூர், திருப்பத்தூர். — [1140, 1492, 1475, 1520]
booth-person: : நா.அ.வ், அரசமரத் தெரு, ஆம்பூர். — [868, 1036, 1046, 1048]
booth-row — [69, 825, 405, 854]
booth-person: : ரா.ராஜேஷ், 16–சி, ஆசனம்பட்டு சாலை, டேம் தெரு, கம்பிகொல்லை, ஆம்பூர், திருப்பத்தூர். — [155, 449, 391, 477]
booth-label: பாகம் – 106 — [69, 122, 132, 135]
booth-person: : வீ.தானிஷ் ஜாஹிர், 6/58, சாய்பான்சா கொல்லை, 2–வது தெரு, ஆம்பூர், திருப்பத்தூர். — [155, 919, 388, 947]
branch-entry: அமைப்பாளர் : க.சூரியப்பிரகாஷ், மடவாளம், திருப்பத்தூர். — [781, 1738, 1076, 1750]
ward-entry: துணை அமைப்பாளர்கள் : (1) ச.ஜா.சைபத் அக்பர் மாஹீத், 2–வது தெரு, கே. எம். நகர், புதுமனை, ஆம்பூர், திருப்பத்தூர். (2) அ.ச.அஹ்பர் பாஷா, 2–வது தெரு, கே.எம். நகர், புதுமனை, ஆம்பூர், திருப்பத்தூர். (3) எ.ப.முபாரக் அஹ்மத், கே.எம்.நகர், புதுமனை, ஆம்பூர், திருப்பத்தூர். (4) மு.கி.முஹம்மத் பைசல், 2–வது தெரு, கே.எம்.நகர், புதுமனை, ஆம்பூர், திருப்பத்தூர். — [422, 354, 764, 439]
booth-label: பாகம் – 171 — [781, 973, 844, 986]
booth-row — [422, 1555, 764, 1584]
booth-label: பாகம் – 159 — [781, 768, 844, 781]
booth-label: பாகம் – 140 — [781, 216, 844, 229]
booth-person: : ந.ருமரிஷுதீன், 26, ஜட்ஜ் மனை 4–வது தெரு, ஆம்பூர். — [868, 611, 1103, 639]
ward-title: 15–வது வார்டு — [548, 1055, 638, 1071]
ward-entry: துணை அமைப்பாளர்கள் : (1) இ.ஜ.பரியாஸ் அஹமத், நகுதீன் கொல்லை மேட்டுத்தெரு, ஆம்பூர், திருப்பத்தூர். (2) அ.வ.அந்தம் சுக்குர், அற்றங்கரை 2–வது தெரு, ஆம்பூர், திருப்பத்தூர். — [422, 1007, 764, 1049]
booth-person: : நி.இம்ரான் அகமத், 6, மளிகைத் தோப்பு, ஆம்பூர். — [868, 751, 1121, 764]
branch-entry: அமைப்பாளர் : கா.காமேஷ், மாடப்பள்ளி, மடவாளம், திருப்பத்தூர். — [781, 1650, 1115, 1663]
ward-entry: துணை அமைப்பாளர்கள் : (1) வீ.சுஜன், பஜனை கோயில் தெரு, பீ.கஸ்பா, ஆம்பூர், திருப்பத்தூர். (2) ச.பா.முஹம்மத் நம்மான், 8, எல்.ஐ.ஜி, தார.வீ.வா, ஆம்பூர், திருப்பத்தூர். — [422, 600, 764, 642]
page-number-badge: 10 — [58, 52, 115, 110]
booth-person: : க.கிருஷ்ணகுமார் பாலாஜி, ஈஸ்வர ஆச்சாரி தெரு, ஆம்பூர். — [868, 1052, 1121, 1080]
